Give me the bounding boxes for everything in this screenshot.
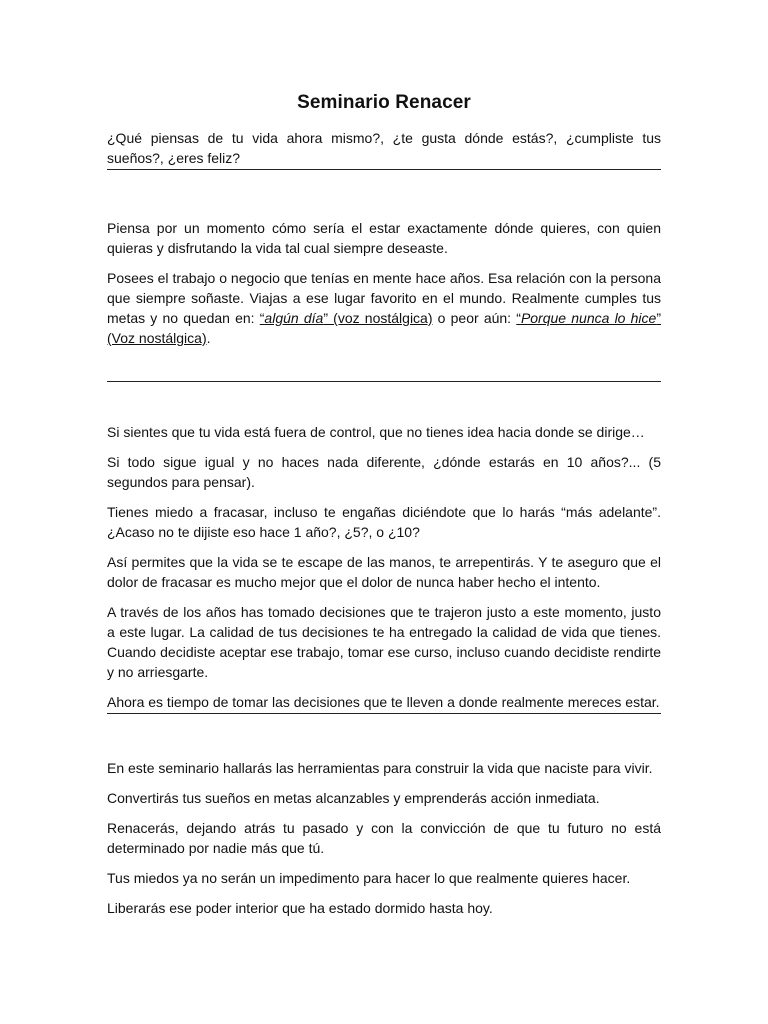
paragraph-decisions: A través de los años has tomado decisiones que te trajeron justo a este momento, justo a este lugar. La calidad de tus decisiones te ha entregado la calidad de vida que tienes. Cuando decidiste aceptar ese trabajo, tomar ese curso, incluso cuando decidiste rendirte y no arriesgarte. xyxy=(107,604,661,680)
quote-algun-dia: “algún día” (voz nostálgica) xyxy=(259,310,433,326)
paragraph-fear: Tienes miedo a fracasar, incluso te engañas diciéndote que lo harás “más adelante”. ¿Acaso no te dijiste eso hace 1 año?, ¿5?, o ¿10? xyxy=(107,504,661,540)
paragraph-out-of-control: Si sientes que tu vida está fuera de control, que no tienes idea hacia donde se dirige… xyxy=(107,424,645,440)
paragraph-seminar-tools: En este seminario hallarás las herramientas para construir la vida que naciste para vivir. xyxy=(107,760,653,776)
paragraph-fears: Tus miedos ya no serán un impedimento para hacer lo que realmente quieres hacer. xyxy=(107,870,631,886)
paragraph-dreams: Posees el trabajo o negocio que tenías en mente hace años. Esa relación con la persona que siempre soñaste. Viajas a ese lugar favorito en el mundo. Realmente cumples tus metas y no quedan en: “algún día” (voz nostálgica) o peor aún: “Porque nunca lo hice” (Voz nostálgica). xyxy=(107,270,661,346)
paragraph-imagine: Piensa por un momento cómo sería el estar exactamente dónde quieres, con quien quieras y disfrutando la vida tal cual siempre deseaste. xyxy=(107,220,661,256)
paragraph-regret: Así permites que la vida se te escape de las manos, te arrepentirás. Y te aseguro que el dolor de fracasar es mucho mejor que el dolor de nunca haber hecho el intento. xyxy=(107,554,661,590)
intro-questions: ¿Qué piensas de tu vida ahora mismo?, ¿te gusta dónde estás?, ¿cumpliste tus sueños?, ¿eres feliz? xyxy=(107,128,661,170)
quote-nunca-lo-hice: “Porque nunca lo hice” (Voz nostálgica) xyxy=(107,310,661,346)
paragraph-goals: Convertirás tus sueños en metas alcanzables y emprenderás acción inmediata. xyxy=(107,790,600,806)
paragraph-ten-years: Si todo sigue igual y no haces nada diferente, ¿dónde estarás en 10 años?... (5 segundos para pensar). xyxy=(107,454,661,490)
page-title: Seminario Renacer xyxy=(297,92,471,113)
paragraph-inner-power: Liberarás ese poder interior que ha estado dormido hasta hoy. xyxy=(107,900,493,916)
paragraph-now-is-time: Ahora es tiempo de tomar las decisiones que te lleven a donde realmente mereces estar. xyxy=(107,692,661,714)
paragraph-rebirth: Renacerás, dejando atrás tu pasado y con la convicción de que tu futuro no está determinado por nadie más que tú. xyxy=(107,820,661,856)
